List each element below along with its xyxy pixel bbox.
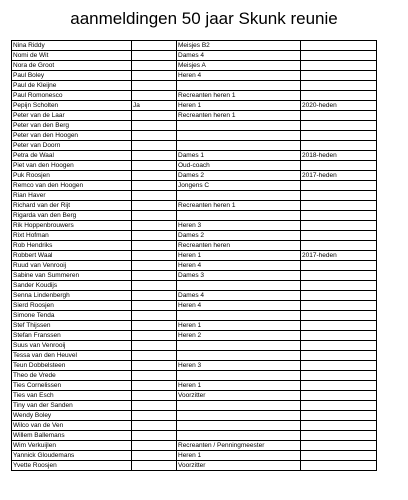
table-row — [12, 421, 377, 431]
name-cell: Tessa van den Heuvel — [12, 351, 132, 361]
table-row — [12, 91, 377, 101]
table-row — [12, 51, 377, 61]
flag-cell — [132, 201, 177, 211]
flag-cell — [132, 151, 177, 161]
table-row — [12, 181, 377, 191]
flag-cell — [132, 271, 177, 281]
team-cell: Heren 4 — [177, 301, 301, 311]
team-cell: Voorzitter — [177, 391, 301, 401]
name-cell: Rik Hoppenbrouwers — [12, 221, 132, 231]
name-cell: Senna Lindenbergh — [12, 291, 132, 301]
name-cell: Rixt Hofman — [12, 231, 132, 241]
flag-cell — [132, 441, 177, 451]
flag-cell — [132, 181, 177, 191]
table-row — [12, 71, 377, 81]
period-cell — [301, 131, 377, 141]
table-row — [12, 321, 377, 331]
table-row — [12, 81, 377, 91]
flag-cell — [132, 121, 177, 131]
period-cell — [301, 321, 377, 331]
name-cell: Nora de Groot — [12, 61, 132, 71]
team-cell: Voorzitter — [177, 461, 301, 471]
table-row — [12, 431, 377, 441]
period-cell — [301, 311, 377, 321]
team-cell — [177, 81, 301, 91]
period-cell — [301, 461, 377, 471]
team-cell — [177, 341, 301, 351]
team-cell: Heren 3 — [177, 221, 301, 231]
flag-cell — [132, 161, 177, 171]
table-row — [12, 401, 377, 411]
flag-cell — [132, 111, 177, 121]
team-cell: Oud-coach — [177, 161, 301, 171]
flag-cell — [132, 221, 177, 231]
flag-cell — [132, 341, 177, 351]
name-cell: Ruud van Venrooij — [12, 261, 132, 271]
team-cell: Recreanten heren 1 — [177, 111, 301, 121]
name-cell: Paul de Kleijne — [12, 81, 132, 91]
flag-cell — [132, 281, 177, 291]
flag-cell — [132, 71, 177, 81]
flag-cell — [132, 51, 177, 61]
name-cell: Robbert Waal — [12, 251, 132, 261]
period-cell — [301, 391, 377, 401]
flag-cell — [132, 251, 177, 261]
period-cell — [301, 111, 377, 121]
name-cell: Rian Haver — [12, 191, 132, 201]
name-cell: Sabine van Summeren — [12, 271, 132, 281]
table-row — [12, 241, 377, 251]
table-row — [12, 211, 377, 221]
team-cell — [177, 131, 301, 141]
team-cell — [177, 421, 301, 431]
flag-cell — [132, 451, 177, 461]
team-cell: Dames 2 — [177, 231, 301, 241]
table-row — [12, 191, 377, 201]
period-cell — [301, 161, 377, 171]
name-cell: Piet van den Hoogen — [12, 161, 132, 171]
flag-cell — [132, 81, 177, 91]
team-cell: Heren 1 — [177, 251, 301, 261]
team-cell: Jongens C — [177, 181, 301, 191]
name-cell: Wilco van de Ven — [12, 421, 132, 431]
flag-cell — [132, 231, 177, 241]
team-cell — [177, 371, 301, 381]
period-cell — [301, 301, 377, 311]
period-cell — [301, 211, 377, 221]
table-row — [12, 441, 377, 451]
name-cell: Ties Cornelissen — [12, 381, 132, 391]
name-cell: Nomi de Wit — [12, 51, 132, 61]
period-cell — [301, 371, 377, 381]
name-cell: Wim Verkuijlen — [12, 441, 132, 451]
name-cell: Sander Koudijs — [12, 281, 132, 291]
period-cell — [301, 291, 377, 301]
team-cell — [177, 281, 301, 291]
period-cell — [301, 451, 377, 461]
flag-cell — [132, 261, 177, 271]
flag-cell — [132, 381, 177, 391]
period-cell — [301, 51, 377, 61]
name-cell: Richard van der Rijt — [12, 201, 132, 211]
name-cell: Peter van den Berg — [12, 121, 132, 131]
team-cell: Heren 1 — [177, 321, 301, 331]
table-row — [12, 331, 377, 341]
period-cell — [301, 191, 377, 201]
period-cell — [301, 261, 377, 271]
flag-cell — [132, 461, 177, 471]
table-row — [12, 381, 377, 391]
name-cell: Stefan Franssen — [12, 331, 132, 341]
name-cell: Theo de Vrede — [12, 371, 132, 381]
table-row — [12, 351, 377, 361]
period-cell — [301, 61, 377, 71]
table-row — [12, 251, 377, 261]
team-cell: Heren 1 — [177, 451, 301, 461]
flag-cell — [132, 301, 177, 311]
table-row — [12, 411, 377, 421]
table-row — [12, 391, 377, 401]
period-cell: 2018-heden — [301, 151, 377, 161]
table-row — [12, 131, 377, 141]
registrations-table — [11, 40, 377, 471]
period-cell — [301, 181, 377, 191]
team-cell — [177, 351, 301, 361]
team-cell: Dames 2 — [177, 171, 301, 181]
table-row — [12, 141, 377, 151]
name-cell: Peter van de Laar — [12, 111, 132, 121]
table-row — [12, 171, 377, 181]
flag-cell — [132, 331, 177, 341]
table-row — [12, 281, 377, 291]
team-cell: Meisjes B2 — [177, 41, 301, 51]
period-cell: 2017-heden — [301, 171, 377, 181]
flag-cell — [132, 311, 177, 321]
team-cell: Meisjes A — [177, 61, 301, 71]
period-cell — [301, 41, 377, 51]
flag-cell — [132, 141, 177, 151]
team-cell: Dames 3 — [177, 271, 301, 281]
period-cell — [301, 431, 377, 441]
flag-cell — [132, 351, 177, 361]
team-cell: Dames 1 — [177, 151, 301, 161]
table-row — [12, 231, 377, 241]
name-cell: Paul Boley — [12, 71, 132, 81]
table-row — [12, 271, 377, 281]
flag-cell — [132, 91, 177, 101]
team-cell — [177, 191, 301, 201]
name-cell: Wendy Boley — [12, 411, 132, 421]
table-row — [12, 301, 377, 311]
table-row — [12, 111, 377, 121]
table-row — [12, 451, 377, 461]
team-cell — [177, 411, 301, 421]
table-row — [12, 341, 377, 351]
table-row — [12, 461, 377, 471]
team-cell — [177, 121, 301, 131]
team-cell — [177, 311, 301, 321]
registrations-table-body — [12, 41, 377, 471]
flag-cell — [132, 411, 177, 421]
flag-cell — [132, 41, 177, 51]
period-cell — [301, 121, 377, 131]
flag-cell — [132, 361, 177, 371]
team-cell — [177, 401, 301, 411]
period-cell — [301, 141, 377, 151]
table-row — [12, 201, 377, 211]
period-cell — [301, 221, 377, 231]
name-cell: Peter van den Hoogen — [12, 131, 132, 141]
team-cell — [177, 211, 301, 221]
table-row — [12, 41, 377, 51]
period-cell — [301, 421, 377, 431]
period-cell: 2017-heden — [301, 251, 377, 261]
team-cell: Dames 4 — [177, 51, 301, 61]
team-cell: Recreanten heren 1 — [177, 201, 301, 211]
table-row — [12, 361, 377, 371]
team-cell: Heren 3 — [177, 361, 301, 371]
flag-cell — [132, 171, 177, 181]
name-cell: Stef Thijssen — [12, 321, 132, 331]
flag-cell — [132, 431, 177, 441]
table-row — [12, 291, 377, 301]
flag-cell — [132, 191, 177, 201]
name-cell: Yvette Roosjen — [12, 461, 132, 471]
name-cell: Rigarda van den Berg — [12, 211, 132, 221]
name-cell: Suus van Venrooij — [12, 341, 132, 351]
flag-cell: Ja — [132, 101, 177, 111]
table-row — [12, 121, 377, 131]
team-cell: Heren 2 — [177, 331, 301, 341]
period-cell — [301, 351, 377, 361]
name-cell: Teun Dobbelsteen — [12, 361, 132, 371]
period-cell — [301, 441, 377, 451]
name-cell: Tiny van der Sanden — [12, 401, 132, 411]
name-cell: Yannick Gloudemans — [12, 451, 132, 461]
name-cell: Ties van Esch — [12, 391, 132, 401]
period-cell — [301, 381, 377, 391]
period-cell — [301, 281, 377, 291]
period-cell — [301, 241, 377, 251]
table-row — [12, 61, 377, 71]
flag-cell — [132, 421, 177, 431]
team-cell: Dames 4 — [177, 291, 301, 301]
name-cell: Puk Roosjen — [12, 171, 132, 181]
flag-cell — [132, 291, 177, 301]
name-cell: Remco van den Hoogen — [12, 181, 132, 191]
period-cell — [301, 341, 377, 351]
flag-cell — [132, 61, 177, 71]
table-row — [12, 101, 377, 111]
period-cell — [301, 331, 377, 341]
period-cell — [301, 361, 377, 371]
flag-cell — [132, 371, 177, 381]
name-cell: Willem Ballemans — [12, 431, 132, 441]
name-cell: Pepijn Scholten — [12, 101, 132, 111]
flag-cell — [132, 391, 177, 401]
flag-cell — [132, 241, 177, 251]
period-cell — [301, 201, 377, 211]
flag-cell — [132, 211, 177, 221]
period-cell — [301, 71, 377, 81]
name-cell: Paul Romonesco — [12, 91, 132, 101]
team-cell: Recreanten heren 1 — [177, 91, 301, 101]
name-cell: Sierd Roosjen — [12, 301, 132, 311]
name-cell: Peter van Doorn — [12, 141, 132, 151]
period-cell — [301, 91, 377, 101]
name-cell: Rob Hendriks — [12, 241, 132, 251]
period-cell: 2020-heden — [301, 101, 377, 111]
flag-cell — [132, 401, 177, 411]
team-cell: Heren 1 — [177, 381, 301, 391]
table-row — [12, 151, 377, 161]
flag-cell — [132, 321, 177, 331]
team-cell: Heren 1 — [177, 101, 301, 111]
period-cell — [301, 271, 377, 281]
period-cell — [301, 81, 377, 91]
table-row — [12, 261, 377, 271]
period-cell — [301, 231, 377, 241]
team-cell: Recreanten / Penningmeester — [177, 441, 301, 451]
page-title: aanmeldingen 50 jaar Skunk reunie — [70, 9, 338, 28]
name-cell: Simone Tenda — [12, 311, 132, 321]
period-cell — [301, 401, 377, 411]
table-row — [12, 371, 377, 381]
table-row — [12, 311, 377, 321]
table-row — [12, 161, 377, 171]
team-cell: Heren 4 — [177, 71, 301, 81]
table-row — [12, 221, 377, 231]
team-cell: Heren 4 — [177, 261, 301, 271]
name-cell: Nina Riddy — [12, 41, 132, 51]
team-cell — [177, 431, 301, 441]
flag-cell — [132, 131, 177, 141]
name-cell: Petra de Waal — [12, 151, 132, 161]
team-cell: Recreanten heren — [177, 241, 301, 251]
team-cell — [177, 141, 301, 151]
period-cell — [301, 411, 377, 421]
